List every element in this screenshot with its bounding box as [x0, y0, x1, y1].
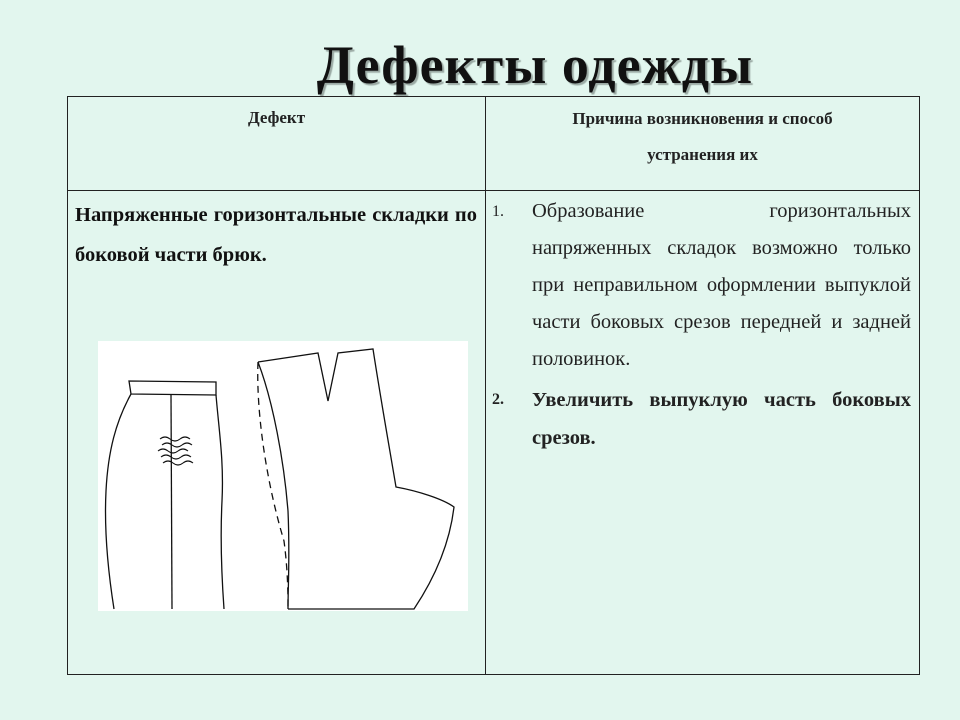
waistband-shape — [129, 381, 216, 395]
front-crease-line — [171, 394, 172, 609]
list-number: 1. — [492, 203, 504, 220]
corrected-seam-dashed — [258, 362, 288, 609]
defect-description: Напряженные горизонтальные складки по боковой части брюк. — [75, 204, 477, 266]
causes-list — [486, 191, 919, 457]
defect-cell — [68, 191, 486, 675]
original-side-seam — [258, 362, 289, 609]
front-side-seam — [105, 394, 131, 609]
list-number: 2. — [492, 391, 504, 408]
trousers-pattern-figure — [98, 341, 468, 611]
header-defect: Дефект — [68, 97, 486, 191]
cause-text: Образование горизонтальных напряженных складок возможно только при неправильном оформлении выпуклой части боковых срезов передней и задней половинок. — [532, 200, 911, 370]
slide-title: Дефекты одежды — [316, 35, 754, 95]
header-cause-line1: Причина возникновения и способ — [572, 109, 833, 128]
tension-folds-icon — [158, 437, 193, 465]
list-item — [486, 381, 911, 457]
front-inner-seam — [216, 395, 224, 609]
defects-table — [67, 96, 920, 675]
list-item — [486, 191, 911, 378]
table-header-row — [68, 97, 920, 191]
header-cause-line2: устранения их — [647, 145, 758, 164]
trousers-pattern-drawing — [98, 341, 468, 611]
remedy-text: Увеличить выпуклую часть боковых срезов. — [532, 389, 911, 449]
cause-cell — [486, 191, 920, 675]
table-row — [68, 191, 920, 675]
header-cause — [486, 97, 920, 191]
